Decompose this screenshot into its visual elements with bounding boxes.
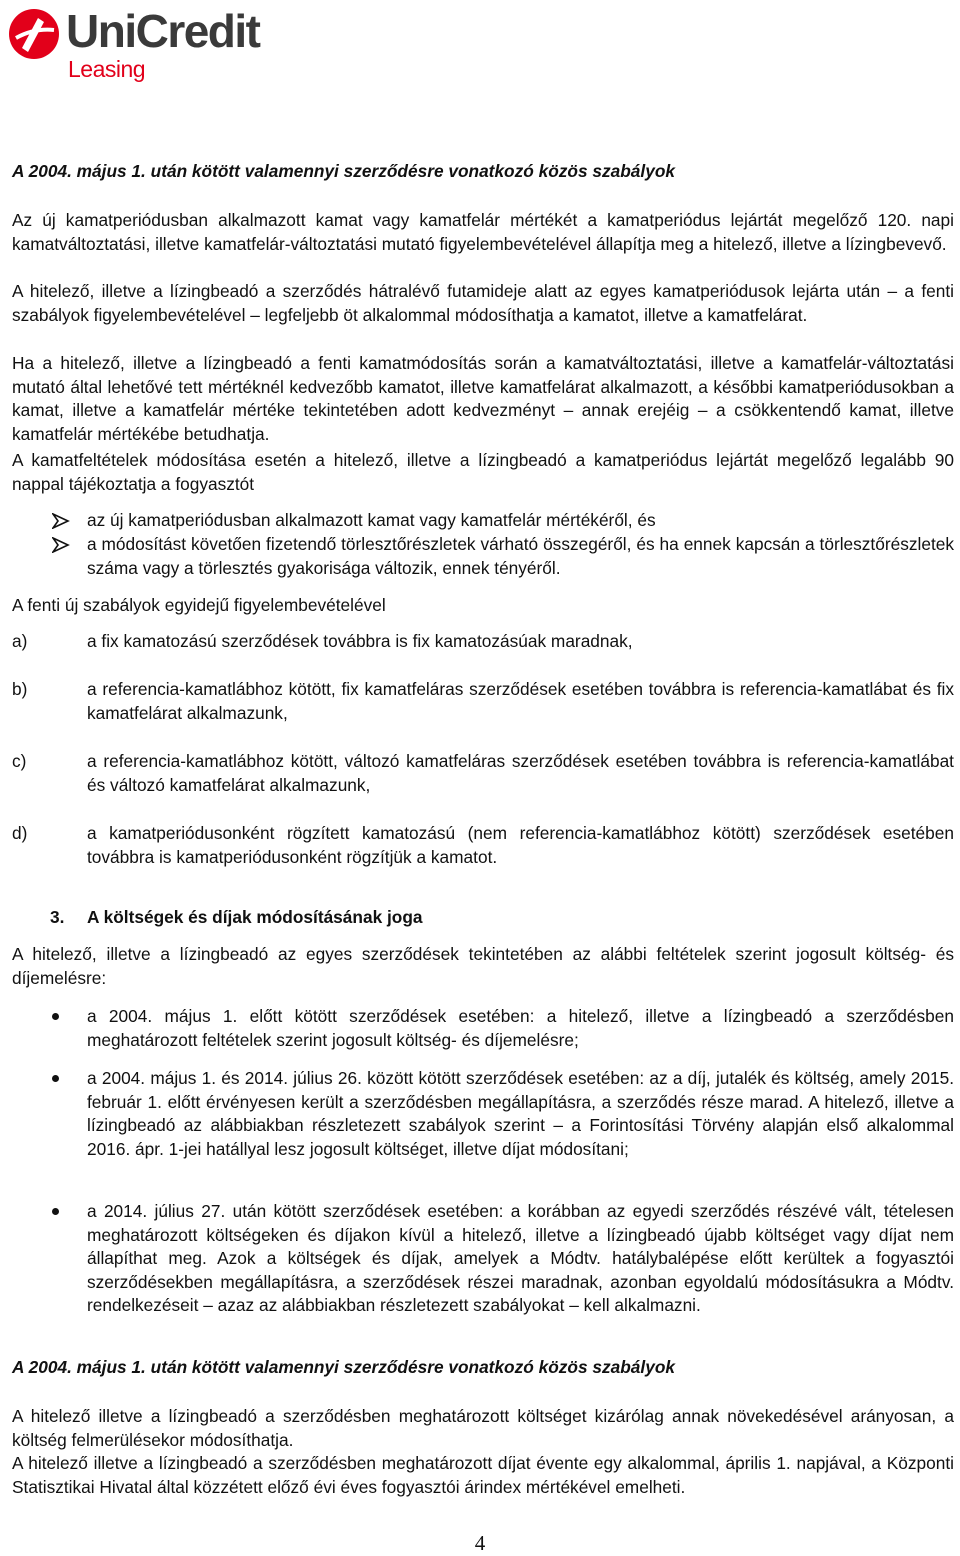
list-item-text: a 2004. május 1. és 2014. július 26. között kötött szerződések esetében: az a díj, jutalék és költség, amely 2015. február 1. előtt érvényesen került a szerződésben megállapításra, a szerződés része marad. A hitelező, illetve a lízingbeadó az alábbiakban részletezett szabályok szerint – a Forintosítási Törvény alapján első alkalommal 2016. ápr. 1-jei hatállyal lesz jogosult költséget, illetve díjat módosítani; [87,1068,954,1159]
list-marker: c) [12,751,27,771]
bullet-icon [52,1075,59,1082]
page-number: 4 [474,1531,486,1555]
list-item [12,1005,954,1053]
unicredit-logo-icon [8,8,60,60]
bullet-icon [52,1013,59,1020]
list-marker: d) [12,823,28,843]
list-item [12,509,954,533]
list-item-text: a fix kamatozású szerződések továbbra is fix kamatozásúak maradnak, [87,631,633,651]
list-marker: b) [12,679,28,699]
list-item [12,630,954,654]
list-item-text: a 2004. május 1. előtt kötött szerződések esetében: a hitelező, illetve a lízingbeadó a szerződésben meghatározott feltételek szerint jogosult költség- és díjemelésre; [87,1006,954,1050]
unicredit-leasing-logo [8,4,258,86]
logo-brand-text: UniCredit [66,5,260,57]
list-item [12,822,954,870]
list-item-text: a referencia-kamatlábhoz kötött, fix kamatfeláras szerződések esetében továbbra is referencia-kamatlábat és fix kamatfelárat alkalmazunk, [87,679,954,723]
section-heading: A 2004. május 1. után kötött valamennyi szerződésre vonatkozó közös szabályok [12,161,675,181]
list-item-text: a 2014. július 27. után kötött szerződések esetében: a korábban az egyedi szerződés részévé vált, tételesen meghatározott költségeken és díjakon kívül a hitelező, illetve a lízingbeadó újabb költséget vagy díjat nem állapíthat meg. Azok a költségek és díjak, amelyek a Módtv. hatálybalépése előtt kerültek a fogyasztói szerződésekben megállapításra, a szerződések részei maradnak, azonban egyoldalú módosításukra a Módtv. rendelkezéseit – azaz az alábbiakban részletezett szabályokat – kell alkalmazni. [87,1201,954,1316]
section-heading [12,906,954,930]
list-item [12,1200,954,1344]
list-item-text: a módosítást követően fizetendő törlesztőrészletek várható összegéről, és ha ennek kapcsán a törlesztőrészletek száma vagy a törlesztés gyakorisága változik, ennek tényéről. [87,534,954,578]
paragraph: Az új kamatperiódusban alkalmazott kamat vagy kamatfelár mértékét a kamatperiódus lejártát megelőző 120. napi kamatváltoztatási, illetve kamatfelár-változtatási mutató figyelembevételével állapítja meg a hitelező, illetve a lízingbevevő. [12,210,954,254]
list-item [12,533,954,581]
arrow-bullet-icon [52,537,70,553]
paragraph: Ha a hitelező, illetve a lízingbeadó a fenti kamatmódosítás során a kamatváltoztatási, illetve a kamatfelár-változtatási mutató által lehetővé tett mértéknél kedvezőbb kamatot, illetve kamatfelárat alkalmazott, a későbbi kamatperiódusokban a kamat, illetve a kamatfelár mértéke tekintetében adott kedvezményt – annak erejéig – a csökkentendő kamat, illetve kamatfelár mértékébe betudhatja. [12,353,954,444]
bullet-icon [52,1208,59,1215]
list-item [12,1067,954,1187]
paragraph: A hitelező, illetve a lízingbeadó a szerződés hátralévő futamideje alatt az egyes kamatperiódusok lejárta után – a fenti szabályok figyelembevételével – legfeljebb öt alkalommal módosíthatja a kamatot, illetve a kamatfelárat. [12,281,954,325]
paragraph: A hitelező illetve a lízingbeadó a szerződésben meghatározott díjat évente egy alkalommal, április 1. napjával, a Központi Statisztikai Hivatal által közzétett előző évi éves fogyasztói árindex mértékével emelheti. [12,1453,954,1497]
paragraph: A hitelező illetve a lízingbeadó a szerződésben meghatározott költséget kizárólag annak növekedésével arányosan, a költség felmerülésekor módosíthatja. [12,1406,954,1450]
arrow-bullet-icon [52,513,70,529]
section-title: A költségek és díjak módosításának joga [87,907,423,927]
list-marker: a) [12,631,28,651]
section-heading: A 2004. május 1. után kötött valamennyi szerződésre vonatkozó közös szabályok [12,1357,675,1377]
paragraph: A hitelező, illetve a lízingbeadó az egyes szerződések tekintetében az alábbi feltételek szerint jogosult költség- és díjemelésre: [12,944,954,988]
paragraph: A kamatfeltételek módosítása esetén a hitelező, illetve a lízingbeadó a kamatperiódus lejártát megelőző legalább 90 nappal tájékoztatja a fogyasztót [12,450,954,494]
list-item [12,678,954,726]
list-item [12,750,954,798]
list-item-text: az új kamatperiódusban alkalmazott kamat vagy kamatfelár mértékéről, és [87,510,656,530]
list-item-text: a kamatperiódusonként rögzített kamatozású (nem referencia-kamatlábhoz kötött) szerződések esetében továbbra is kamatperiódusonként rögzítjük a kamatot. [87,823,954,867]
logo-sub-text: Leasing [68,56,146,82]
section-number: 3. [50,907,65,927]
paragraph: A fenti új szabályok egyidejű figyelembevételével [12,595,386,615]
list-item-text: a referencia-kamatlábhoz kötött, változó kamatfeláras szerződések esetében továbbra is referencia-kamatlábat és változó kamatfelárat alkalmazunk, [87,751,954,795]
